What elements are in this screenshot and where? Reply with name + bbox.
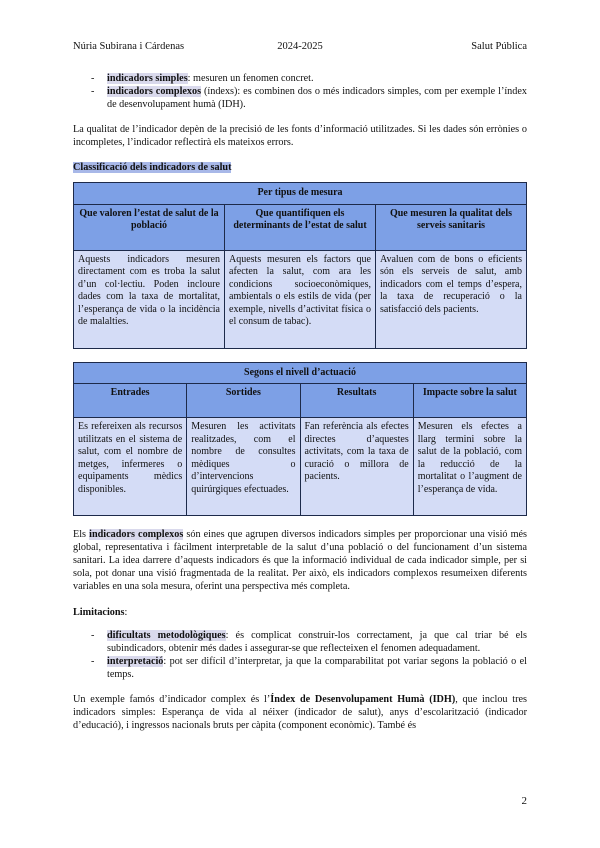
header-year: 2024-2025 (277, 41, 323, 52)
quality-paragraph: La qualitat de l’indicador depèn de la precisió de les fonts d’informació utilitzades. Si les dades són errònies o incompletes, l’indicador reflectirà els mateixos errors. (73, 124, 527, 149)
table2-header: Entrades (74, 384, 187, 418)
table2-header: Resultats (300, 384, 413, 418)
table2-header: Sortides (187, 384, 300, 418)
complex-paragraph-before: Els (73, 529, 90, 541)
header-author: Núria Subirana i Cárdenas (73, 41, 185, 52)
table2-cell: Mesuren les activitats realitzades, com el nombre de consultes mèdiques o d’intervencions quirúrgiques efectuades. (187, 418, 300, 516)
table1-header: Que valoren l’estat de salut de la població (74, 204, 225, 250)
table2-title: Segons el nivell d’actuació (74, 362, 527, 384)
intro-list (73, 72, 527, 111)
limitation-term: interpretació (107, 655, 164, 667)
table1-cell: Aquests mesuren els factors que afecten la salut, com ara les condicions socioeconòmiques, ambientals o els estils de vida (per exemple, nivells d’activitat física o el consum de tabac). (225, 250, 376, 348)
idh-paragraph-term: Índex de Desenvolupament Humà (IDH) (270, 693, 456, 705)
list-item (73, 72, 527, 85)
table1-header: Que mesuren la qualitat dels serveis sanitaris (376, 204, 527, 250)
term-simple: indicadors simples (107, 73, 188, 84)
classification-heading (73, 161, 527, 174)
idh-paragraph-before: Un exemple famós d’indicador complex és l’ (73, 693, 271, 705)
classification-heading-text: Classificació dels indicadors de salut (73, 162, 232, 174)
limitations-colon: : (124, 606, 128, 618)
list-item (73, 85, 527, 111)
limitation-text: : és complicat construir-los correctament, ja que cal triar bé els subindicadors, obtenir més dades i assegurar-se que reflecteixen el fenomen adequadament. (107, 629, 527, 654)
complex-paragraph-after: són eines que agrupen diversos indicadors simples per proporcionar una visió més global, representativa i fàcilment interpretable de la salut d’una població o del funcionament d’un sistema sanitari. La idea darrere d’aquests indicadors és que la informació individual de cada indicador simple, per si sola, pot donar una visió fragmentada de la realitat. Per això, els indicadors complexos resumeixen diferents variables en una sola mesura, oferint una perspectiva més completa. (73, 529, 527, 593)
page-content (73, 72, 527, 732)
header-subject: Salut Pública (471, 41, 527, 52)
table2-cell: Fan referència als efectes directes d’aquestes activitats, com la taxa de curació o millora de pacients. (300, 418, 413, 516)
table2-header: Impacte sobre la salut (413, 384, 526, 418)
list-item-text: : mesuren un fenomen concret. (187, 73, 314, 84)
table2-cell: Mesuren els efectes a llarg termini sobre la salut de la població, com la reducció de la mortalitat o l’augment de l’esperança de vida. (413, 418, 526, 516)
table1-cell: Aquests indicadors mesuren directament com es troba la salut d’un col·lectiu. Poden incloure dades com la taxa de mortalitat, l’esperança de vida o la incidència de malalties. (74, 250, 225, 348)
limitations-list (73, 629, 527, 681)
list-item-text: (índexs): es combinen dos o més indicadors simples, com per exemple l’índex de desenvolupament humà (IDH). (107, 86, 527, 111)
list-item (73, 655, 527, 681)
idh-paragraph-after: , que inclou tres indicadors simples: Esperança de vida al néixer (indicador de salut), anys d’escolarització (indicador d’educació), i ingressos nacionals bruts per càpita (component econòmic). També és (73, 693, 527, 731)
table1-header: Que quantifiquen els determinants de l’estat de salut (225, 204, 376, 250)
idh-paragraph (73, 693, 527, 732)
table-measure-type (73, 182, 527, 349)
table2-cell: Es refereixen als recursos utilitzats en el sistema de salut, com el nombre de metges, infermeres o equipaments mèdics disponibles. (74, 418, 187, 516)
table1-title: Per tipus de mesura (74, 183, 527, 205)
page-header (73, 40, 527, 54)
list-item (73, 629, 527, 655)
complex-paragraph (73, 528, 527, 593)
limitations-heading-text: Limitacions (73, 606, 125, 618)
table1-cell: Avaluen com de bons o eficients són els serveis de salut, amb indicadors com el temps d’espera, la taxa de recuperació o la satisfacció dels pacients. (376, 250, 527, 348)
page-number: 2 (521, 794, 527, 807)
table-action-level (73, 362, 527, 517)
complex-paragraph-term: indicadors complexos (89, 529, 184, 541)
limitation-text: : pot ser difícil d’interpretar, ja que la comparabilitat pot variar segons la població o el temps. (107, 655, 527, 680)
limitation-term: dificultats metodològiques (107, 629, 226, 641)
limitations-heading (73, 606, 527, 619)
term-complex: indicadors complexos (107, 86, 202, 98)
